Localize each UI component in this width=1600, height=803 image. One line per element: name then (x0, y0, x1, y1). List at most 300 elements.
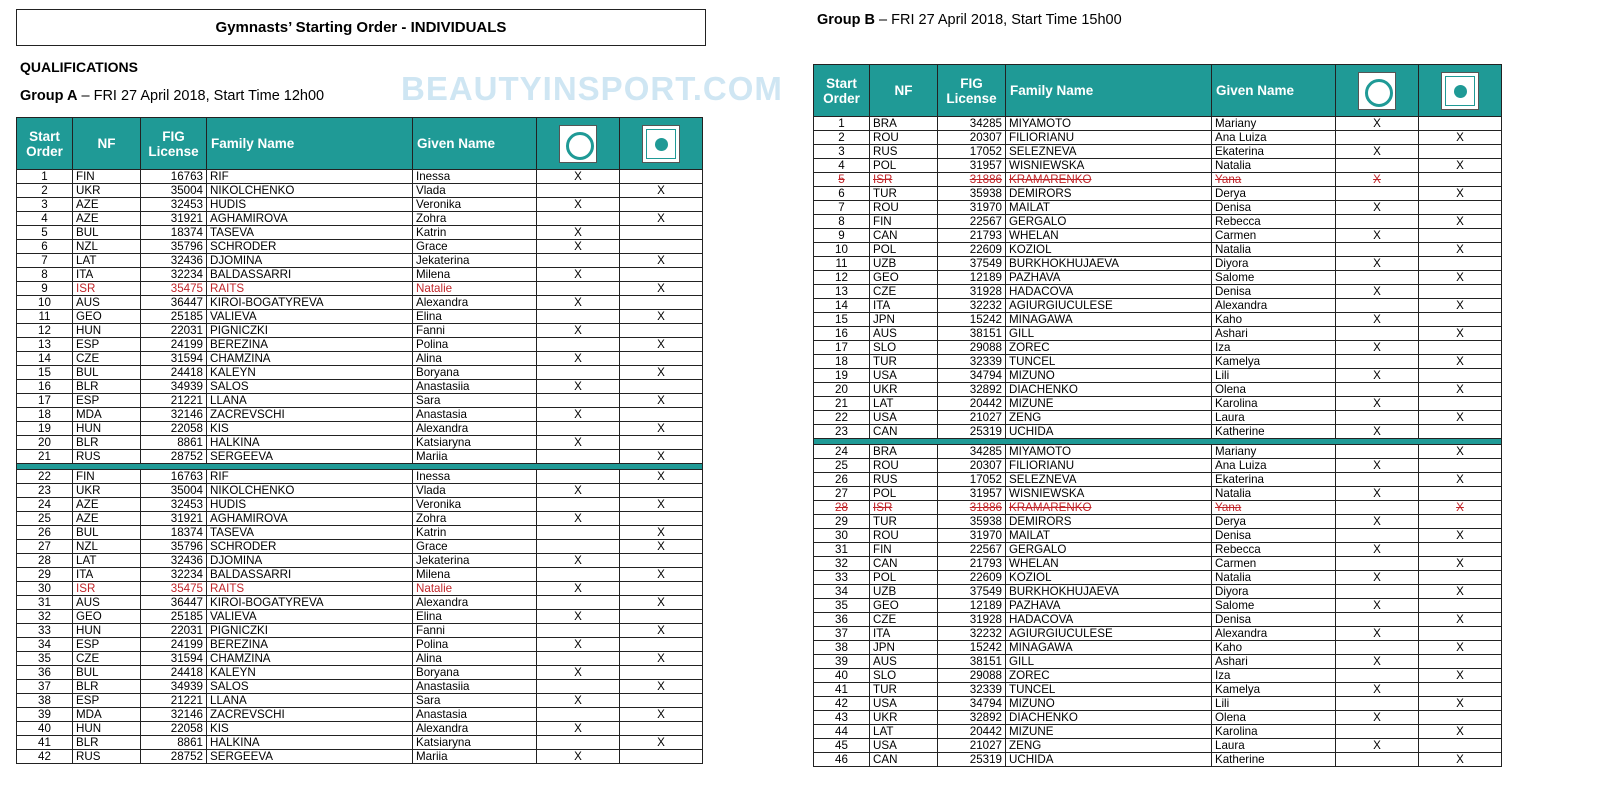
fig-license-cell: 38151 (938, 655, 1006, 669)
nf-cell: AUS (870, 327, 938, 341)
apparatus-1-mark (537, 366, 620, 380)
family-name-cell: KIS (207, 722, 413, 736)
apparatus-1-mark (1336, 215, 1419, 229)
fig-license-cell: 32453 (141, 198, 207, 212)
start-order-cell: 26 (814, 473, 870, 487)
apparatus-1-mark: X (1336, 599, 1419, 613)
family-name-cell: KALEYN (207, 666, 413, 680)
nf-cell: FIN (870, 215, 938, 229)
apparatus-1-mark: X (537, 484, 620, 498)
apparatus-2-mark: X (620, 450, 703, 464)
fig-license-cell: 35004 (141, 184, 207, 198)
apparatus-1-mark: X (537, 380, 620, 394)
given-name-cell: Sara (413, 394, 537, 408)
apparatus-2-mark: X (1419, 187, 1502, 201)
header-given-name: Given Name (413, 118, 537, 170)
given-name-cell: Ana Luiza (1212, 131, 1336, 145)
given-name-cell: Polina (413, 638, 537, 652)
apparatus-2-mark (620, 638, 703, 652)
table-row (17, 554, 703, 568)
apparatus-2-mark (620, 722, 703, 736)
fig-license-cell: 22609 (938, 571, 1006, 585)
table-row (814, 641, 1502, 655)
ball-icon (642, 125, 680, 163)
apparatus-2-mark: X (620, 212, 703, 226)
table-row (814, 243, 1502, 257)
given-name-cell: Denisa (1212, 613, 1336, 627)
apparatus-2-mark: X (620, 498, 703, 512)
family-name-cell: WISNIEWSKA (1006, 159, 1212, 173)
apparatus-2-mark (620, 408, 703, 422)
fig-license-cell: 32892 (938, 383, 1006, 397)
apparatus-2-mark: X (1419, 243, 1502, 257)
apparatus-2-mark: X (1419, 725, 1502, 739)
given-name-cell: Kaho (1212, 313, 1336, 327)
nf-cell: MDA (73, 408, 141, 422)
nf-cell: ITA (870, 299, 938, 313)
nf-cell: USA (870, 369, 938, 383)
nf-cell: TUR (870, 683, 938, 697)
given-name-cell: Salome (1212, 599, 1336, 613)
apparatus-2-mark (1419, 201, 1502, 215)
table-row (17, 610, 703, 624)
header-nf: NF (870, 65, 938, 117)
given-name-cell: Alexandra (413, 722, 537, 736)
start-order-cell: 31 (814, 543, 870, 557)
family-name-cell: TUNCEL (1006, 355, 1212, 369)
nf-cell: UZB (870, 257, 938, 271)
fig-license-cell: 25319 (938, 425, 1006, 439)
apparatus-1-mark (537, 708, 620, 722)
start-order-cell: 41 (814, 683, 870, 697)
family-name-cell: SERGEEVA (207, 450, 413, 464)
table-row (814, 327, 1502, 341)
start-order-cell: 2 (17, 184, 73, 198)
start-order-cell: 14 (17, 352, 73, 366)
nf-cell: SLO (870, 669, 938, 683)
apparatus-2-mark (1419, 117, 1502, 131)
given-name-cell: Jekaterina (413, 254, 537, 268)
nf-cell: ESP (73, 638, 141, 652)
apparatus-2-mark: X (1419, 299, 1502, 313)
apparatus-2-mark (1419, 571, 1502, 585)
family-name-cell: MINAGAWA (1006, 641, 1212, 655)
start-order-cell: 30 (814, 529, 870, 543)
table-row (814, 473, 1502, 487)
apparatus-2-mark: X (620, 470, 703, 484)
table-row (814, 173, 1502, 187)
given-name-cell: Lili (1212, 697, 1336, 711)
family-name-cell: KRAMARENKO (1006, 501, 1212, 515)
given-name-cell: Elina (413, 610, 537, 624)
table-row (814, 299, 1502, 313)
fig-license-cell: 20307 (938, 131, 1006, 145)
fig-license-cell: 29088 (938, 341, 1006, 355)
apparatus-2-mark: X (1419, 529, 1502, 543)
apparatus-1-mark: X (1336, 425, 1419, 439)
apparatus-1-mark: X (1336, 313, 1419, 327)
apparatus-1-mark (537, 450, 620, 464)
apparatus-2-mark: X (1419, 557, 1502, 571)
family-name-cell: BALDASSARRI (207, 268, 413, 282)
nf-cell: GEO (73, 310, 141, 324)
fig-license-cell: 31886 (938, 173, 1006, 187)
family-name-cell: SELEZNEVA (1006, 145, 1212, 159)
start-order-cell: 14 (814, 299, 870, 313)
given-name-cell: Denisa (1212, 201, 1336, 215)
nf-cell: USA (870, 697, 938, 711)
apparatus-1-mark: X (537, 722, 620, 736)
nf-cell: CAN (870, 753, 938, 767)
family-name-cell: VALIEVA (207, 610, 413, 624)
apparatus-2-mark: X (620, 310, 703, 324)
table-row (17, 324, 703, 338)
given-name-cell: Polina (413, 338, 537, 352)
table-row (814, 201, 1502, 215)
nf-cell: AZE (73, 212, 141, 226)
apparatus-1-mark: X (1336, 117, 1419, 131)
family-name-cell: KIS (207, 422, 413, 436)
given-name-cell: Derya (1212, 187, 1336, 201)
given-name-cell: Alina (413, 652, 537, 666)
apparatus-1-mark (1336, 327, 1419, 341)
start-order-cell: 21 (814, 397, 870, 411)
group-a-heading (20, 88, 324, 104)
nf-cell: ITA (870, 627, 938, 641)
apparatus-2-mark: X (1419, 613, 1502, 627)
group-b-table (813, 64, 1502, 767)
table-row (814, 145, 1502, 159)
fig-license-cell: 35475 (141, 282, 207, 296)
given-name-cell: Katherine (1212, 753, 1336, 767)
header-given-name: Given Name (1212, 65, 1336, 117)
nf-cell: FIN (73, 170, 141, 184)
start-order-cell: 32 (814, 557, 870, 571)
nf-cell: CAN (870, 557, 938, 571)
apparatus-1-mark (537, 596, 620, 610)
start-order-cell: 1 (17, 170, 73, 184)
family-name-cell: AGIURGIUCULESE (1006, 627, 1212, 641)
table-row (17, 380, 703, 394)
hoop-icon (559, 125, 597, 163)
nf-cell: UKR (870, 711, 938, 725)
family-name-cell: MIYAMOTO (1006, 445, 1212, 459)
fig-license-cell: 24199 (141, 638, 207, 652)
given-name-cell: Laura (1212, 739, 1336, 753)
table-row (17, 596, 703, 610)
apparatus-1-mark: X (1336, 543, 1419, 557)
fig-license-cell: 22058 (141, 422, 207, 436)
table-row (17, 268, 703, 282)
start-order-cell: 43 (814, 711, 870, 725)
apparatus-1-mark (1336, 131, 1419, 145)
nf-cell: HUN (73, 624, 141, 638)
start-order-cell: 34 (814, 585, 870, 599)
start-order-cell: 25 (17, 512, 73, 526)
apparatus-1-mark (1336, 159, 1419, 173)
table-row (17, 394, 703, 408)
apparatus-1-mark: X (537, 170, 620, 184)
table-row (814, 655, 1502, 669)
family-name-cell: KIROI-BOGATYREVA (207, 596, 413, 610)
apparatus-1-mark: X (1336, 459, 1419, 473)
apparatus-2-mark: X (1419, 753, 1502, 767)
fig-license-cell: 15242 (938, 313, 1006, 327)
family-name-cell: DJOMINA (207, 554, 413, 568)
family-name-cell: BEREZINA (207, 338, 413, 352)
start-order-cell: 45 (814, 739, 870, 753)
table-row (17, 470, 703, 484)
nf-cell: POL (870, 159, 938, 173)
apparatus-1-mark: X (1336, 487, 1419, 501)
header-start-order: Start Order (17, 118, 73, 170)
family-name-cell: TASEVA (207, 526, 413, 540)
family-name-cell: GERGALO (1006, 543, 1212, 557)
apparatus-2-mark: X (1419, 697, 1502, 711)
nf-cell: AZE (73, 512, 141, 526)
nf-cell: ISR (73, 282, 141, 296)
nf-cell: ITA (73, 568, 141, 582)
nf-cell: USA (870, 739, 938, 753)
apparatus-2-mark: X (620, 652, 703, 666)
apparatus-2-mark: X (1419, 159, 1502, 173)
fig-license-cell: 36447 (141, 296, 207, 310)
start-order-cell: 37 (17, 680, 73, 694)
fig-license-cell: 31928 (938, 285, 1006, 299)
apparatus-1-mark: X (537, 512, 620, 526)
nf-cell: AUS (73, 296, 141, 310)
apparatus-2-mark (1419, 627, 1502, 641)
given-name-cell: Veronika (413, 198, 537, 212)
family-name-cell: KOZIOL (1006, 571, 1212, 585)
table-row (17, 170, 703, 184)
given-name-cell: Vlada (413, 484, 537, 498)
apparatus-2-mark: X (1419, 641, 1502, 655)
start-order-cell: 8 (814, 215, 870, 229)
apparatus-2-mark: X (620, 422, 703, 436)
start-order-cell: 29 (17, 568, 73, 582)
given-name-cell: Alexandra (1212, 299, 1336, 313)
fig-license-cell: 31886 (938, 501, 1006, 515)
apparatus-2-mark (1419, 711, 1502, 725)
nf-cell: BUL (73, 526, 141, 540)
table-row (814, 529, 1502, 543)
nf-cell: FIN (73, 470, 141, 484)
apparatus-1-mark (1336, 383, 1419, 397)
family-name-cell: HALKINA (207, 436, 413, 450)
apparatus-1-mark (537, 212, 620, 226)
header-nf: NF (73, 118, 141, 170)
family-name-cell: AGHAMIROVA (207, 512, 413, 526)
given-name-cell: Olena (1212, 711, 1336, 725)
watermark: BEAUTYINSPORT.COM (401, 70, 783, 107)
nf-cell: HUN (73, 422, 141, 436)
family-name-cell: HADACOVA (1006, 613, 1212, 627)
apparatus-1-mark (1336, 641, 1419, 655)
fig-license-cell: 22567 (938, 215, 1006, 229)
fig-license-cell: 31594 (141, 352, 207, 366)
family-name-cell: BEREZINA (207, 638, 413, 652)
family-name-cell: PIGNICZKI (207, 624, 413, 638)
family-name-cell: ZACREVSCHI (207, 708, 413, 722)
table-row (17, 226, 703, 240)
nf-cell: ESP (73, 338, 141, 352)
given-name-cell: Natalia (1212, 571, 1336, 585)
header-apparatus-1 (1336, 65, 1419, 117)
table-row (17, 652, 703, 666)
apparatus-1-mark (537, 282, 620, 296)
fig-license-cell: 31921 (141, 512, 207, 526)
table-row (17, 310, 703, 324)
start-order-cell: 35 (17, 652, 73, 666)
document-title-text: Gymnasts’ Starting Order - INDIVIDUALS (215, 19, 507, 36)
start-order-cell: 18 (17, 408, 73, 422)
fig-license-cell: 20307 (938, 459, 1006, 473)
apparatus-1-mark (537, 540, 620, 554)
table-row (814, 341, 1502, 355)
table-row (17, 722, 703, 736)
table-row (17, 526, 703, 540)
start-order-cell: 26 (17, 526, 73, 540)
table-row (17, 436, 703, 450)
fig-license-cell: 25185 (141, 610, 207, 624)
apparatus-1-mark (1336, 669, 1419, 683)
table-row (814, 271, 1502, 285)
given-name-cell: Rebecca (1212, 215, 1336, 229)
apparatus-1-mark: X (1336, 683, 1419, 697)
nf-cell: MDA (73, 708, 141, 722)
apparatus-2-mark: X (620, 568, 703, 582)
apparatus-1-mark (537, 498, 620, 512)
apparatus-1-mark (1336, 753, 1419, 767)
start-order-cell: 39 (814, 655, 870, 669)
given-name-cell: Katsiaryna (413, 436, 537, 450)
start-order-cell: 24 (814, 445, 870, 459)
apparatus-1-mark (1336, 355, 1419, 369)
apparatus-2-mark: X (620, 366, 703, 380)
header-apparatus-2 (1419, 65, 1502, 117)
family-name-cell: DJOMINA (207, 254, 413, 268)
fig-license-cell: 24418 (141, 366, 207, 380)
fig-license-cell: 35475 (141, 582, 207, 596)
start-order-cell: 9 (814, 229, 870, 243)
fig-license-cell: 22031 (141, 624, 207, 638)
fig-license-cell: 25319 (938, 753, 1006, 767)
start-order-cell: 31 (17, 596, 73, 610)
given-name-cell: Karolina (1212, 725, 1336, 739)
start-order-cell: 30 (17, 582, 73, 596)
fig-license-cell: 28752 (141, 450, 207, 464)
header-start-order: Start Order (814, 65, 870, 117)
section-heading: QUALIFICATIONS (20, 59, 138, 75)
family-name-cell: RAITS (207, 582, 413, 596)
table-row (814, 697, 1502, 711)
given-name-cell: Rebecca (1212, 543, 1336, 557)
apparatus-2-mark: X (1419, 215, 1502, 229)
table-row (814, 229, 1502, 243)
start-order-cell: 5 (814, 173, 870, 187)
given-name-cell: Milena (413, 268, 537, 282)
given-name-cell: Lili (1212, 369, 1336, 383)
apparatus-1-mark: X (1336, 515, 1419, 529)
fig-license-cell: 21027 (938, 411, 1006, 425)
nf-cell: ISR (870, 173, 938, 187)
given-name-cell: Alina (413, 352, 537, 366)
start-order-cell: 28 (17, 554, 73, 568)
nf-cell: POL (870, 571, 938, 585)
family-name-cell: GILL (1006, 327, 1212, 341)
family-name-cell: HALKINA (207, 736, 413, 750)
start-order-cell: 28 (814, 501, 870, 515)
apparatus-2-mark: X (620, 338, 703, 352)
apparatus-2-mark: X (620, 184, 703, 198)
table-row (814, 725, 1502, 739)
apparatus-1-mark (537, 394, 620, 408)
table-row (814, 585, 1502, 599)
group-a-table (16, 117, 703, 764)
given-name-cell: Ana Luiza (1212, 459, 1336, 473)
fig-license-cell: 32234 (141, 268, 207, 282)
nf-cell: CZE (73, 352, 141, 366)
start-order-cell: 27 (814, 487, 870, 501)
apparatus-1-mark (1336, 299, 1419, 313)
table-row (814, 117, 1502, 131)
apparatus-1-mark: X (537, 554, 620, 568)
given-name-cell: Karolina (1212, 397, 1336, 411)
family-name-cell: BURKHOKHUJAEVA (1006, 257, 1212, 271)
apparatus-2-mark (1419, 515, 1502, 529)
start-order-cell: 3 (17, 198, 73, 212)
nf-cell: TUR (870, 187, 938, 201)
apparatus-1-mark: X (537, 638, 620, 652)
start-order-cell: 44 (814, 725, 870, 739)
apparatus-2-mark (620, 750, 703, 764)
start-order-cell: 15 (17, 366, 73, 380)
family-name-cell: TUNCEL (1006, 683, 1212, 697)
apparatus-1-mark: X (537, 352, 620, 366)
table-row (17, 240, 703, 254)
given-name-cell: Veronika (413, 498, 537, 512)
family-name-cell: SCHRODER (207, 540, 413, 554)
nf-cell: CAN (870, 229, 938, 243)
nf-cell: BLR (73, 680, 141, 694)
given-name-cell: Anastasia (413, 408, 537, 422)
start-order-cell: 23 (17, 484, 73, 498)
table-row (814, 753, 1502, 767)
nf-cell: GEO (870, 271, 938, 285)
apparatus-2-mark: X (1419, 355, 1502, 369)
table-row (814, 711, 1502, 725)
fig-license-cell: 32339 (938, 683, 1006, 697)
fig-license-cell: 8861 (141, 736, 207, 750)
family-name-cell: WHELAN (1006, 557, 1212, 571)
fig-license-cell: 22567 (938, 543, 1006, 557)
table-row (17, 568, 703, 582)
apparatus-1-mark (537, 310, 620, 324)
nf-cell: AUS (73, 596, 141, 610)
apparatus-1-mark (1336, 243, 1419, 257)
table-row (17, 736, 703, 750)
nf-cell: ESP (73, 694, 141, 708)
apparatus-1-mark (537, 422, 620, 436)
family-name-cell: SALOS (207, 380, 413, 394)
apparatus-2-mark (1419, 739, 1502, 753)
start-order-cell: 36 (814, 613, 870, 627)
family-name-cell: WISNIEWSKA (1006, 487, 1212, 501)
start-order-cell: 29 (814, 515, 870, 529)
family-name-cell: DIACHENKO (1006, 711, 1212, 725)
given-name-cell: Derya (1212, 515, 1336, 529)
